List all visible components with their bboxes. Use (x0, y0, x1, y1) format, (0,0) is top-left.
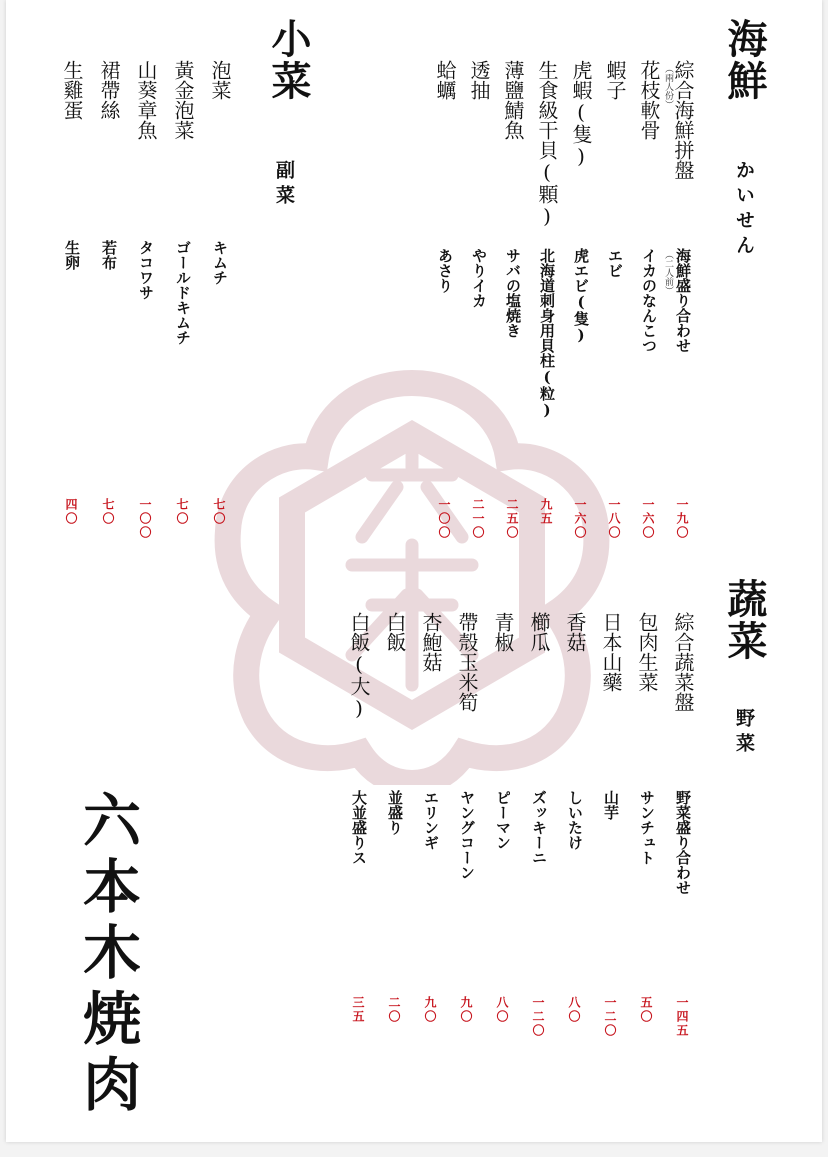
menu-item-price: 一〇〇 (437, 498, 451, 540)
menu-item-name: 透抽 (467, 60, 491, 100)
menu-item-name: 泡菜 (208, 60, 232, 100)
menu-item-price: 一六〇 (641, 498, 655, 540)
menu-item-price: 二五〇 (505, 498, 519, 540)
menu-item-price: 七〇 (175, 498, 189, 526)
menu-item-price: 一二〇 (603, 996, 617, 1038)
menu-item-kana: 並盛り (386, 790, 404, 835)
menu-item-price: 一〇〇 (138, 498, 152, 540)
side-section-subtitle: 副菜 (273, 160, 295, 210)
menu-item-note: （兩人份） (663, 64, 673, 109)
menu-item-kana: 生卵 (63, 240, 81, 270)
menu-item-kana: 山芋 (602, 790, 620, 820)
menu-item-kana: サバの塩焼き (504, 248, 522, 338)
menu-item-price: 七〇 (212, 498, 226, 526)
menu-item-name: 薄鹽鯖魚 (501, 60, 525, 140)
menu-item-name: 虎蝦(隻) (569, 60, 593, 168)
menu-item-kana: あさり (436, 248, 454, 293)
menu-item-name: 白飯 (383, 612, 407, 652)
menu-item-name: 綜合蔬菜盤 (671, 612, 695, 712)
side-section-title: 小菜 (265, 18, 312, 102)
menu-item-name: 白飯(大) (347, 612, 371, 720)
menu-item-kana: キムチ (211, 240, 229, 285)
menu-item-name: 香菇 (563, 612, 587, 652)
menu-item-price: 三五 (351, 996, 365, 1024)
menu-item-kana: サンチュト (638, 790, 656, 865)
menu-item-kana: ヤングコーン (458, 790, 476, 880)
menu-item-price: 八〇 (567, 996, 581, 1024)
menu-item-name: 帶殼玉米筍 (455, 612, 479, 712)
menu-item-kana: 若布 (100, 240, 118, 270)
menu-item-name: 生食級干貝(顆) (535, 60, 559, 228)
menu-item-price: 五〇 (639, 996, 653, 1024)
menu-item-name: 櫛瓜 (527, 612, 551, 652)
menu-item-kana: エリンギ (422, 790, 440, 850)
menu-item-name: 蝦子 (603, 60, 627, 100)
menu-item-kana: イカのなんこつ (640, 248, 658, 353)
menu-item-kana-note: （二人前） (663, 250, 673, 295)
menu-item-kana: しいたけ (566, 790, 584, 850)
menu-item-kana: ピーマン (494, 790, 512, 850)
seafood-section-subtitle: かいせん (733, 160, 755, 260)
menu-item-price: 二〇 (387, 996, 401, 1024)
menu-item-price: 二一〇 (471, 498, 485, 540)
menu-item-kana: 大並盛りス (350, 790, 368, 865)
menu-item-kana: 北海道刺身用貝柱(粒) (538, 248, 556, 419)
menu-item-name: 包肉生菜 (635, 612, 659, 692)
menu-item-kana: やりイカ (470, 248, 488, 308)
menu-item-name: 山葵章魚 (134, 60, 158, 140)
menu-item-name: 黃金泡菜 (171, 60, 195, 140)
menu-item-kana: ズッキーニ (530, 790, 548, 865)
restaurant-brand: 六本木焼肉 (73, 790, 141, 1120)
menu-item-name: 生雞蛋 (60, 60, 84, 120)
vegetable-section-title: 蔬菜 (721, 578, 768, 662)
menu-item-name: 花枝軟骨 (637, 60, 661, 140)
vegetable-section-subtitle: 野菜 (733, 708, 755, 758)
menu-item-price: 一八〇 (607, 498, 621, 540)
menu-item-price: 七〇 (101, 498, 115, 526)
menu-item-price: 一二〇 (531, 996, 545, 1038)
menu-item-kana: タコワサ (137, 240, 155, 300)
menu-item-kana: ゴールドキムチ (174, 240, 192, 345)
menu-item-name: 蛤蠣 (433, 60, 457, 100)
menu-item-price: 一四五 (675, 996, 689, 1038)
menu-item-price: 八〇 (495, 996, 509, 1024)
menu-item-price: 一九〇 (675, 498, 689, 540)
menu-item-kana: エビ (606, 248, 624, 278)
rokuhon-crest-watermark (202, 355, 622, 785)
menu-item-kana: 海鮮盛り合わせ (674, 248, 692, 353)
menu-page (6, 0, 822, 1142)
menu-item-name: 青椒 (491, 612, 515, 652)
menu-item-name: 杏鮑菇 (419, 612, 443, 672)
menu-item-price: 九五 (539, 498, 553, 526)
menu-item-price: 九〇 (423, 996, 437, 1024)
menu-item-price: 一六〇 (573, 498, 587, 540)
menu-item-price: 四〇 (64, 498, 78, 526)
menu-item-name: 日本山藥 (599, 612, 623, 692)
menu-item-kana: 虎エビ(隻) (572, 248, 590, 344)
menu-item-name: 綜合海鮮拼盤 (671, 60, 695, 180)
menu-item-price: 九〇 (459, 996, 473, 1024)
menu-item-kana: 野菜盛り合わせ (674, 790, 692, 895)
seafood-section-title: 海鮮 (721, 18, 768, 102)
menu-item-name: 裙帶絲 (97, 60, 121, 120)
